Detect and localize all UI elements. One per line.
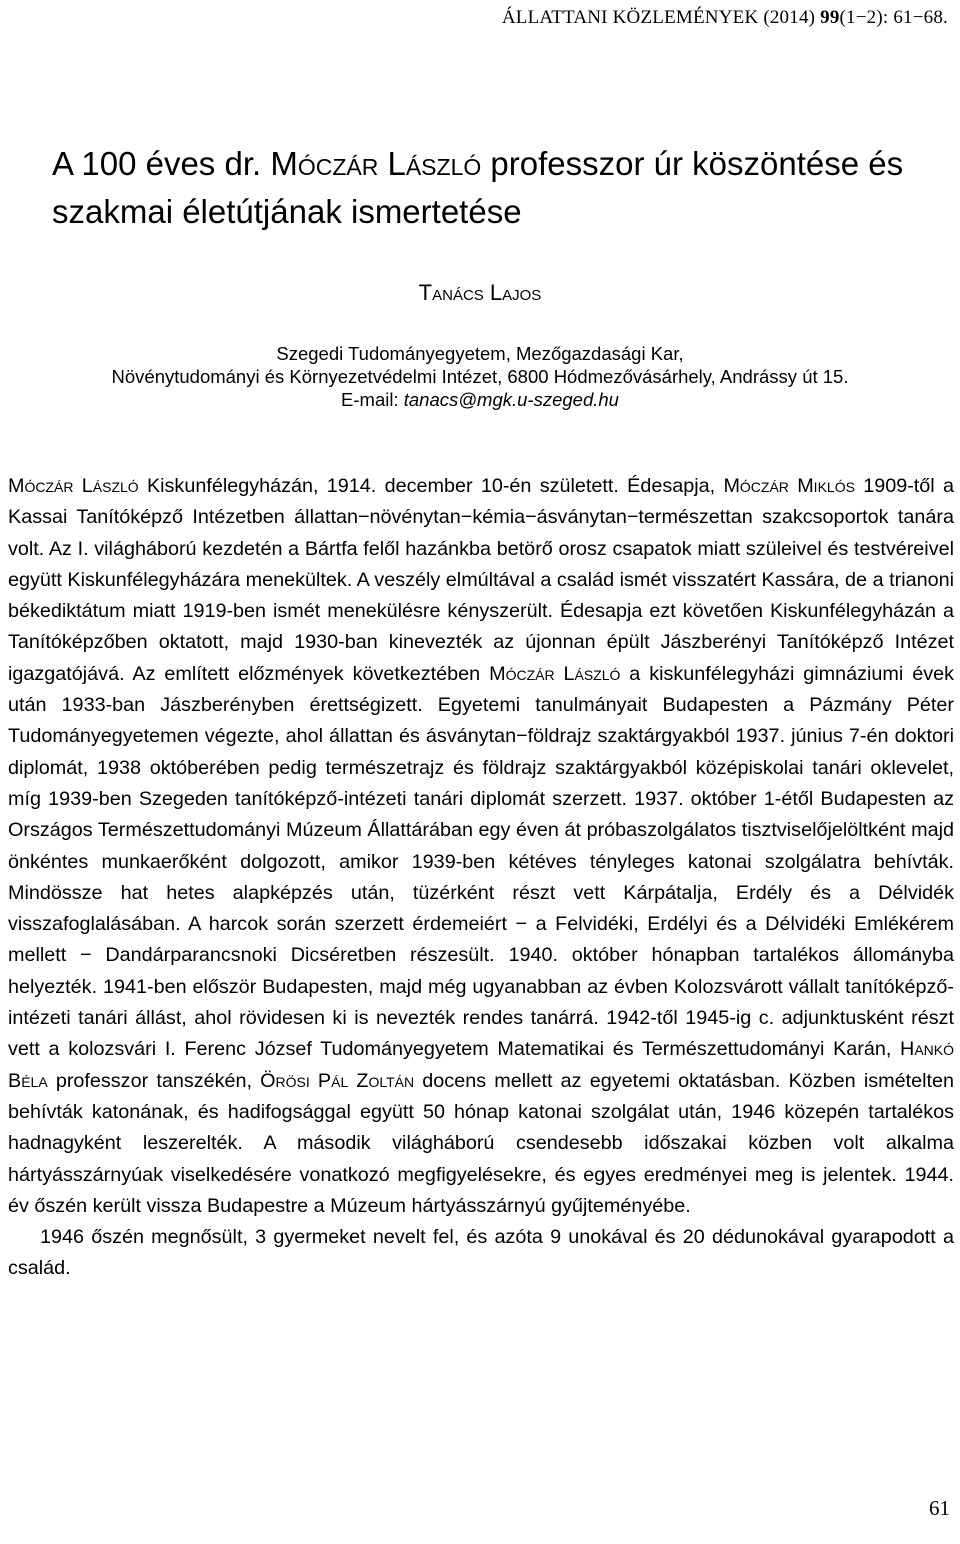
article-body <box>8 471 954 1285</box>
person-name: Móczár László <box>8 475 139 497</box>
page-number: 61 <box>929 1496 950 1520</box>
affiliation-line-1: Szegedi Tudományegyetem, Mezőgazdasági Kar, <box>276 343 684 364</box>
title-name: Móczár László <box>270 145 482 182</box>
article-title <box>52 140 932 236</box>
person-name: Móczár László <box>489 662 621 685</box>
title-line-2: szakmai életútjának ismertetése <box>52 193 522 230</box>
text-run: professzor tanszékén, <box>47 1069 261 1092</box>
text-run: Kiskunfélegyházán, 1914. december 10-én született. Édesapja, <box>138 475 724 497</box>
issue-pages: (1−2): 61−68. <box>839 7 948 28</box>
person-name: Hankó Béla <box>8 1038 954 1092</box>
title-suffix: professzor úr köszöntése és <box>481 145 904 182</box>
text-run: 1909-től a Kassai Tanítóképző Intézetben állattan−növénytan−kémia−ásványtan−természettan szakcsoportok tanára volt. Az I. világháború kezdetén a Bártfa felől hazánkba betörő orosz csapatok miatt szüleivel és testvéreivel együtt Kiskunfélegyházára menekültek. A veszély elmúltával a család ismét visszatért Kassára, de a trianoni békediktátum miatt 1919-ben ismét menekülésre kényszerült. Édesapja ezt követően Kiskunfélegyházán a Tanítóképzőben oktatott, majd 1930-ban kinevezték az újonnan épült Jászberényi Tanítóképző Intézet igazgatójává. Az említett előzmények következtében <box>8 475 954 685</box>
text-run: a kiskunfélegyházi gimnáziumi évek után 1933-ban Jászberényben érettségizett. Egyetemi tanulmányait Budapesten a Pázmány Péter Tudományegyetemen végezte, ahol állattan és ásványtan−földrajz szaktárgyakból 1937. június 7-én doktori diplomát, 1938 októberében pedig természetrajz és földrajz szaktárgyakból középiskolai tanári oklevelet, míg 1939-ben Szegeden tanítóképző-intézeti tanári diplomát szerzett. 1937. október 1-étől Budapesten az Országos Természettudományi Múzeum Állattárában egy éven át próbaszolgálatos tisztviselőjelöltként majd önkéntes munkaerőként dolgozott, amikor 1939-ben kétéves tényleges katonai szolgálatra behívták. Mindössze hat hetes alapképzés után, tüzérként részt vett Kárpátalja, Erdély és a Délvidék visszafoglalásában. A harcok során szerzett érdemeiért − a Felvidéki, Erdélyi és a Délvidéki Emlékérem mellett − Dandárparancsnoki Dicséretben részesült. 1940. október hónapban tartalékos állományba helyezték. 1941-ben először Budapesten, majd még ugyanabban az évben Kolozsvárott vállalt tanítóképző-intézeti tanári állást, ahol rövidesen ki is nevezték rendes tanárrá. 1942-től 1945-ig c. adjunktusként részt vett a kolozsvári I. Ferenc József Tudományegyetem Matematikai és Természettudományi Karán, <box>8 662 954 1061</box>
title-prefix: A 100 éves dr. <box>52 145 271 182</box>
body-paragraph-1 <box>8 471 954 1222</box>
person-name: Móczár Miklós <box>723 475 855 497</box>
volume-number: 99 <box>820 7 840 28</box>
author-name: Tanács Lajos <box>418 280 542 305</box>
journal-name: ÁLLATTANI KÖZLEMÉNYEK (2014) <box>501 7 821 28</box>
running-header <box>502 7 948 29</box>
person-name: Örösi Pál Zoltán <box>260 1069 415 1092</box>
body-paragraph-2: 1946 őszén megnősült, 3 gyermeket nevelt fel, és azóta 9 unokával és 20 dédunokával gyarapodott a család. <box>8 1226 954 1280</box>
affiliation <box>0 342 960 411</box>
text-run: docens mellett az egyetemi oktatásban. Közben ismételten behívták katonának, és hadifogsággal együtt 50 hónap katonai szolgálat után, 1946 közepén tartalékos hadnagyként leszerelték. A második világháború csendesebb időszakai közben volt alkalma hártyásszárnyúak viselkedésére vonatkozó megfigyelésekre, és egyes eredményei meg is jelentek. 1944. év őszén került vissza Budapestre a Múzeum hártyásszárnyú gyűjteményébe. <box>8 1069 954 1217</box>
affiliation-line-2: Növénytudományi és Környezetvédelmi Intézet, 6800 Hódmezővásárhely, Andrássy út 15. <box>111 366 849 387</box>
email-link[interactable]: tanacs@mgk.u-szeged.hu <box>403 389 619 410</box>
email-line <box>0 388 960 411</box>
email-label: E-mail: <box>341 389 404 410</box>
